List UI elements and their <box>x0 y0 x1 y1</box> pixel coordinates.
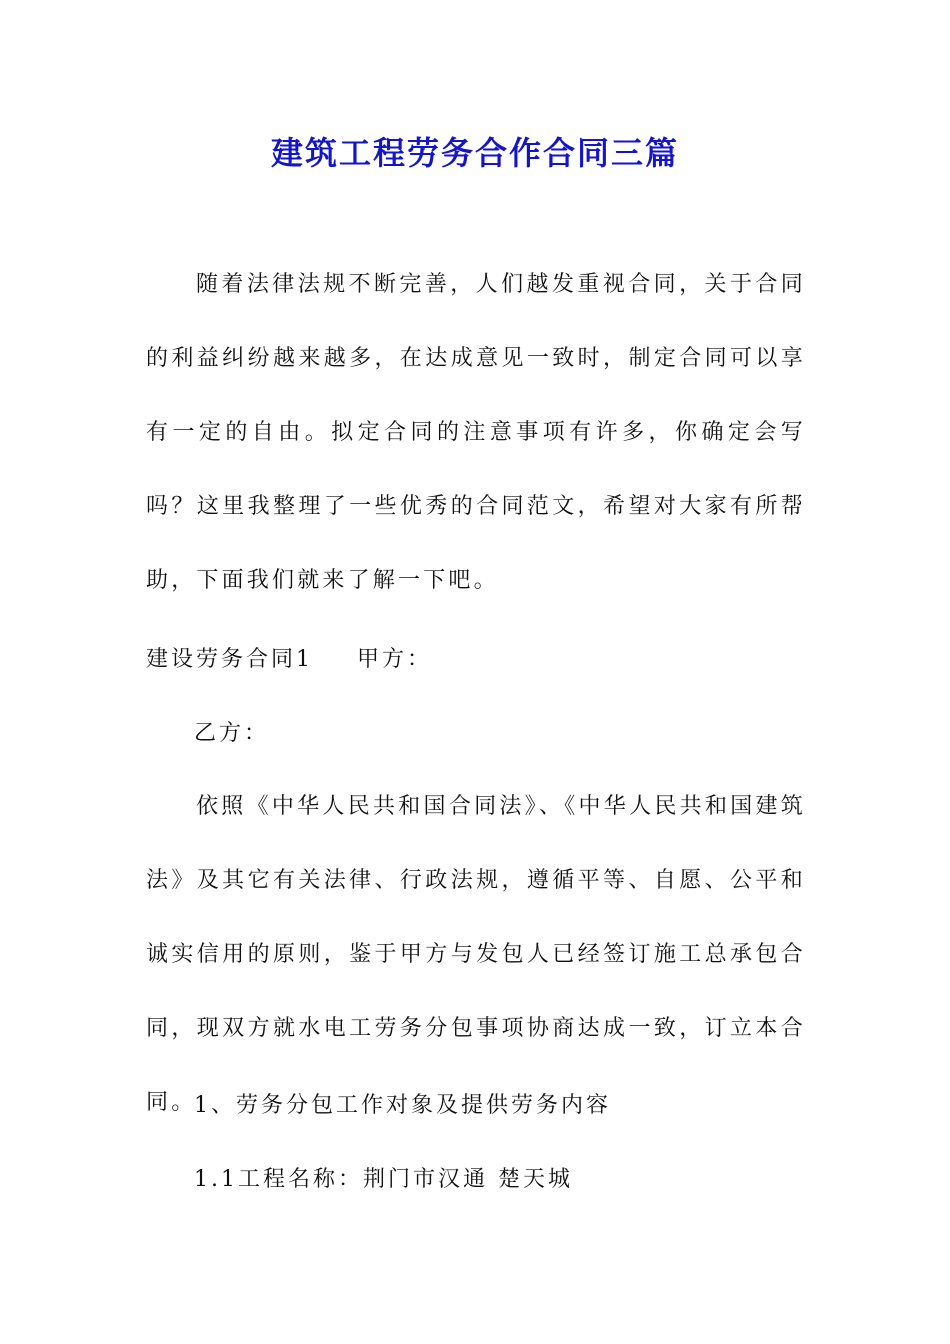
legal-basis-paragraph: 依照《中华人民共和国合同法》、《中华人民共和国建筑法》及其它有关法律、行政法规，遵循平等、自愿、公平和诚实信用的原则，鉴于甲方与发包人已经签订施工总承包合同，现双方就水电工劳务分包事项协商达成一致，订立本合同。 <box>146 794 806 1115</box>
party-b-label: 乙方： <box>194 721 270 746</box>
contract-heading-line <box>146 640 432 680</box>
section-1-1-line: 1.1工程名称：荆门市汉通 楚天城 <box>194 1167 573 1192</box>
party-a-label: 甲方： <box>357 647 433 672</box>
section-1-heading: 1、劳务分包工作对象及提供劳务内容 <box>194 1093 611 1118</box>
document-title: 建筑工程劳务合作合同三篇 <box>270 134 679 172</box>
contract-heading: 建设劳务合同1 <box>146 647 313 672</box>
intro-paragraph: 随着法律法规不断完善，人们越发重视合同，关于合同的利益纠纷越来越多，在达成意见一致时，制定合同可以享有一定的自由。拟定合同的注意事项有许多，你确定会写吗？这里我整理了一些优秀的合同范文，希望对大家有所帮助，下面我们就来了解一下吧。 <box>146 272 806 593</box>
